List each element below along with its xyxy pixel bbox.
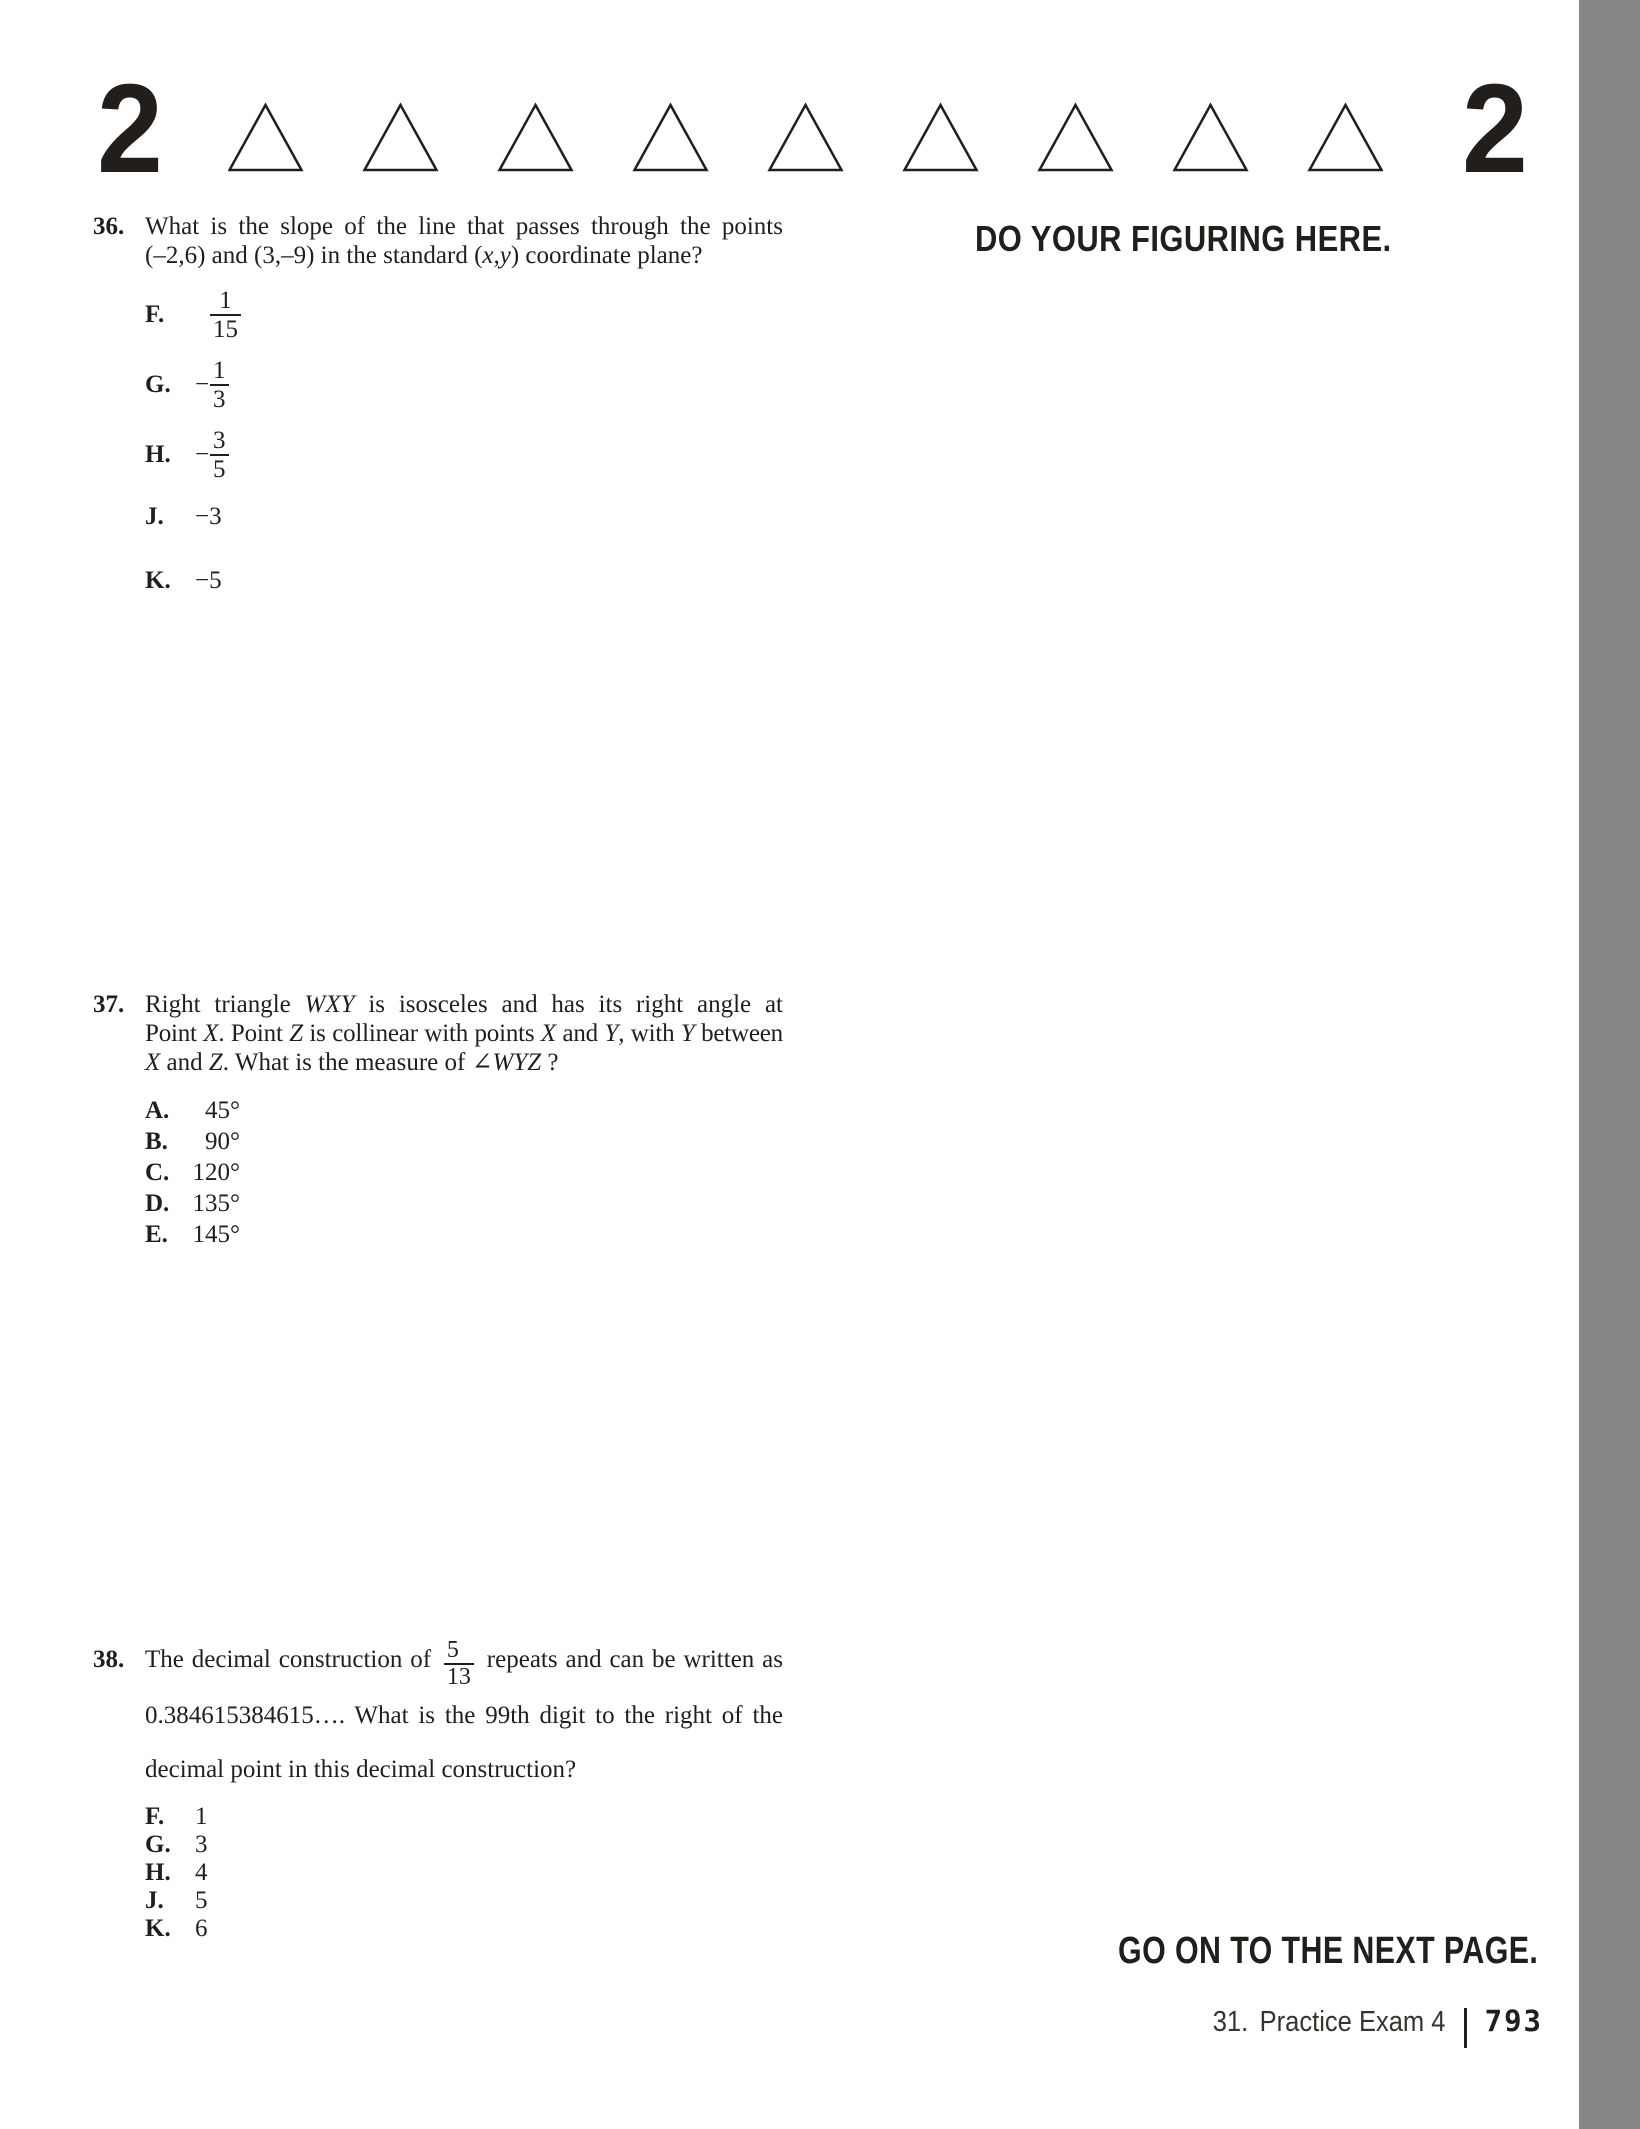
text-segment: , with <box>618 1020 681 1047</box>
text-segment: and <box>555 1020 605 1047</box>
question-line <box>145 990 783 1019</box>
text-segment: . What is the measure of ∠ <box>222 1049 493 1076</box>
options <box>145 286 783 596</box>
page-number: 793 <box>1484 2004 1543 2038</box>
footer-title: Practice Exam 4 <box>1259 2006 1446 2038</box>
question-body <box>145 990 783 1250</box>
option-letter: J. <box>145 503 164 530</box>
options <box>145 1095 783 1250</box>
text-segment: X <box>203 1020 219 1047</box>
fraction-numerator: 5 <box>446 1637 459 1663</box>
figuring-header: DO YOUR FIGURING HERE. <box>975 218 1392 259</box>
option-value: 45° <box>205 1097 240 1124</box>
footer-divider <box>1464 2008 1467 2048</box>
text-segment: Y <box>680 1020 695 1047</box>
text-segment: ? <box>541 1049 559 1076</box>
option-letter: G. <box>145 1831 171 1858</box>
question-line <box>145 212 783 241</box>
text-segment: repeats and can be written as <box>478 1646 784 1673</box>
fraction-denominator: 15 <box>210 314 241 342</box>
fraction <box>210 428 229 482</box>
question-line <box>145 1019 783 1048</box>
question-number: 36. <box>93 213 125 240</box>
option-row <box>145 286 783 344</box>
text-segment: What is the slope of the line that passes through the points <box>145 213 783 240</box>
option-value: 90° <box>205 1128 240 1155</box>
go-on-notice: GO ON TO THE NEXT PAGE. <box>1117 1930 1538 1972</box>
text-segment: x,y <box>482 242 511 269</box>
minus-sign: − <box>195 441 210 468</box>
text-segment: is isosceles and has its right angle at <box>354 991 784 1018</box>
text-segment: is collinear with points <box>302 1020 541 1047</box>
question-body <box>145 1633 783 1943</box>
option-value: 1 <box>195 1803 208 1830</box>
option-row <box>145 1887 783 1915</box>
options <box>145 1803 783 1943</box>
text-segment: decimal point in this decimal construction? <box>145 1756 577 1783</box>
footer <box>1181 2004 1543 2052</box>
question-36 <box>93 212 785 596</box>
option-row <box>145 1126 783 1157</box>
question-number: 37. <box>93 991 125 1018</box>
option-row <box>145 1219 783 1250</box>
fraction-denominator: 3 <box>210 384 229 412</box>
option-letter: F. <box>145 1803 165 1830</box>
fraction <box>444 1639 474 1689</box>
option-letter: K. <box>145 1915 171 1942</box>
option-value: 6 <box>195 1915 208 1942</box>
text-segment: Z <box>289 1020 303 1047</box>
text-segment: Y <box>604 1020 619 1047</box>
fraction-numerator: 1 <box>213 357 226 384</box>
option-row <box>145 356 783 414</box>
option-letter: A. <box>145 1097 170 1124</box>
fraction-numerator: 1 <box>219 287 232 314</box>
option-row <box>145 1915 783 1943</box>
option-value: 5 <box>195 1887 208 1914</box>
option-value: 145° <box>192 1221 240 1248</box>
option-value: −5 <box>195 567 222 594</box>
question-line <box>145 1048 783 1077</box>
option-letter: G. <box>145 371 171 398</box>
text-segment: (–2,6) and (3,–9) in the standard ( <box>145 242 483 269</box>
fraction-numerator: 3 <box>213 427 226 454</box>
text-segment: WYZ <box>492 1049 542 1076</box>
section-number-right: 2 <box>1462 58 1528 199</box>
option-row <box>145 426 783 484</box>
option-value: 135° <box>192 1190 240 1217</box>
option-value: 3 <box>195 1831 208 1858</box>
fraction-denominator: 5 <box>210 454 229 482</box>
option-letter: H. <box>145 441 171 468</box>
option-letter: B. <box>145 1128 168 1155</box>
text-segment: between <box>694 1020 783 1047</box>
text-segment: WXY <box>304 991 355 1018</box>
question-37 <box>93 990 785 1250</box>
question-line <box>145 1633 783 1689</box>
text-segment: X <box>540 1020 556 1047</box>
text-segment: . Point <box>218 1020 290 1047</box>
option-row <box>145 1803 783 1831</box>
option-letter: K. <box>145 567 171 594</box>
option-row <box>145 1188 783 1219</box>
section-number-left: 2 <box>97 58 163 199</box>
minus-sign <box>195 300 210 330</box>
option-value: 120° <box>192 1159 240 1186</box>
text-segment: and <box>160 1049 209 1076</box>
question-body <box>145 212 783 596</box>
option-letter: D. <box>145 1190 170 1217</box>
text-segment: 0.384615384615…. What is the 99th digit to the right of the <box>145 1702 783 1729</box>
fraction <box>210 358 229 412</box>
text-segment: The decimal construction of <box>145 1646 439 1673</box>
question-number: 38. <box>93 1646 125 1673</box>
text-segment: Right triangle <box>145 991 305 1018</box>
text-segment: ) coordinate plane? <box>510 242 703 269</box>
text-segment: X <box>145 1049 161 1076</box>
question-line <box>145 1743 783 1797</box>
option-value: −3 <box>195 503 222 530</box>
text-segment: Point <box>145 1020 204 1047</box>
minus-sign: − <box>195 371 210 398</box>
option-row <box>145 1859 783 1887</box>
question-38 <box>93 1633 785 1943</box>
text-segment: Z <box>208 1049 223 1076</box>
option-row <box>145 1157 783 1188</box>
option-letter: C. <box>145 1159 170 1186</box>
question-line <box>145 1689 783 1743</box>
option-row <box>145 1095 783 1126</box>
footer-chapter-index: 31. <box>1212 2006 1249 2038</box>
question-line <box>145 241 783 270</box>
option-letter: J. <box>145 1887 164 1914</box>
option-letter: H. <box>145 1859 171 1886</box>
option-value: 4 <box>195 1859 208 1886</box>
option-letter: E. <box>145 1221 168 1248</box>
footer-left <box>1213 2006 1446 2039</box>
fraction <box>210 288 241 342</box>
fraction-denominator: 13 <box>444 1663 474 1689</box>
option-row <box>145 502 783 532</box>
option-row <box>145 566 783 596</box>
option-row <box>145 1831 783 1859</box>
option-letter: F. <box>145 301 165 328</box>
